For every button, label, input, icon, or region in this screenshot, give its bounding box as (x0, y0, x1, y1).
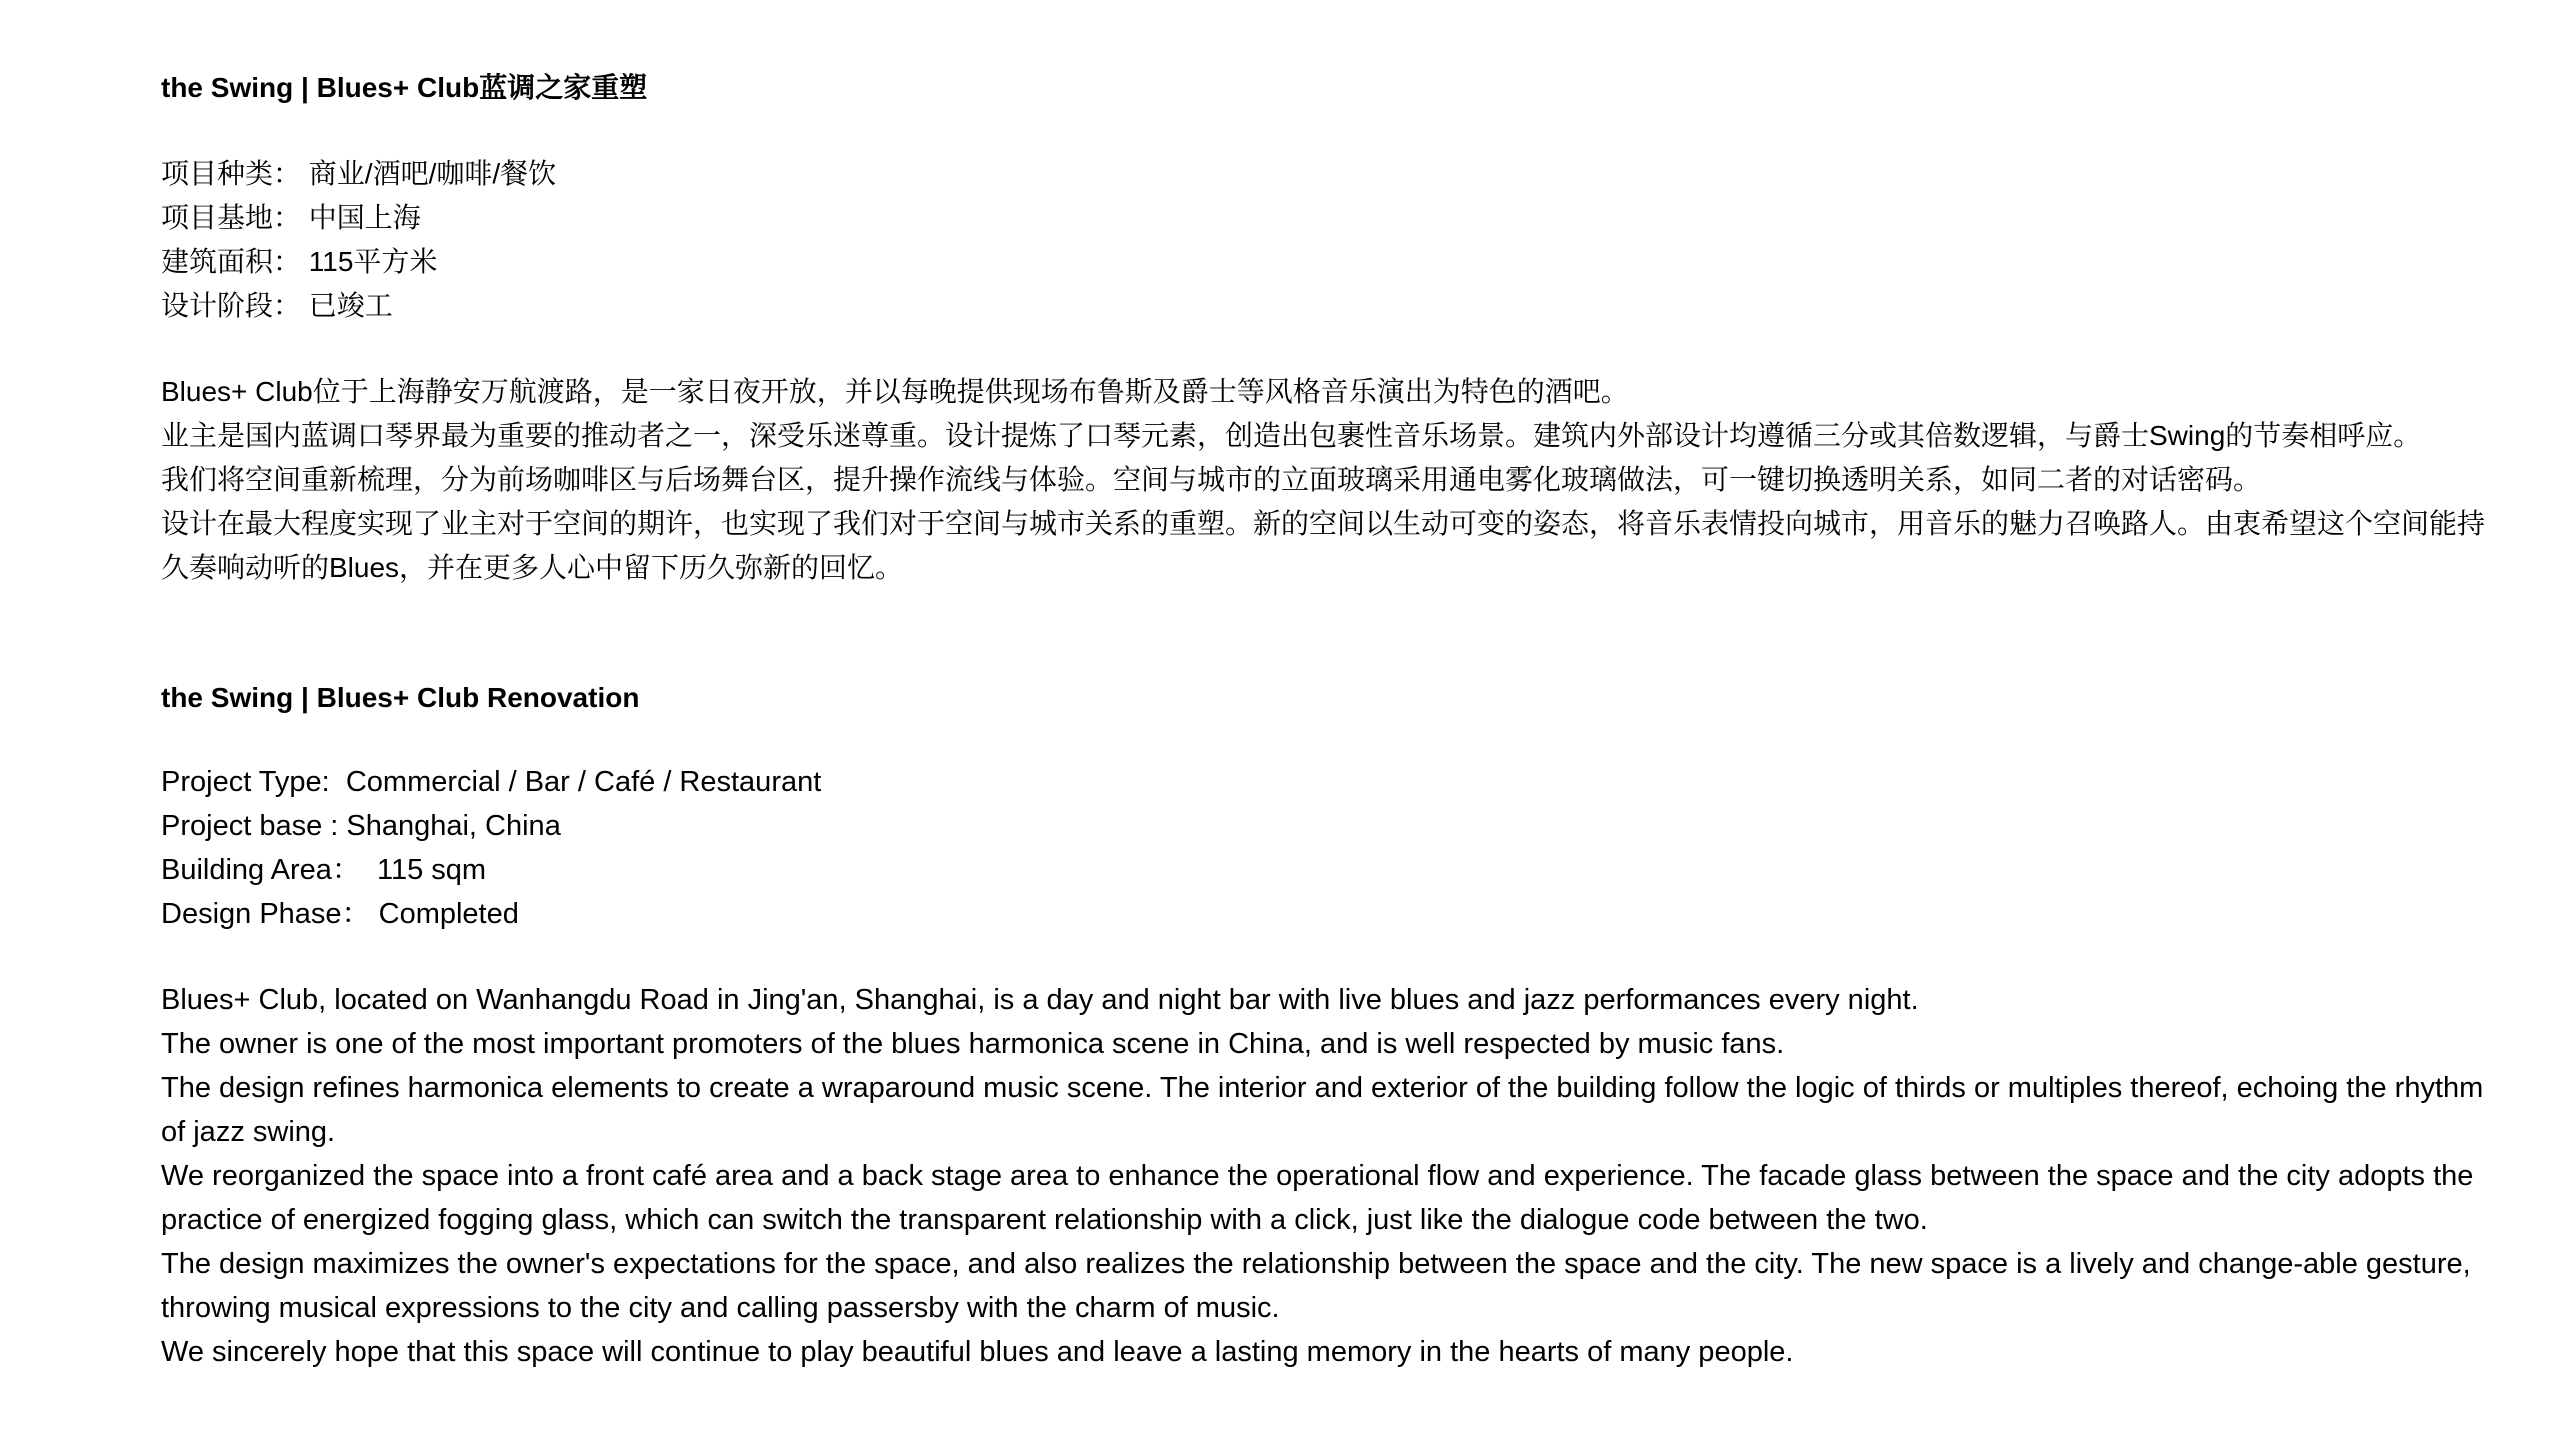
chinese-paragraph: 我们将空间重新梳理，分为前场咖啡区与后场舞台区，提升操作流线与体验。空间与城市的立面玻璃采用通电雾化玻璃做法，可一键切换透明关系，如同二者的对话密码。 (161, 464, 2262, 495)
project-base-row (161, 196, 2491, 240)
design-phase-row (161, 892, 2491, 936)
building-area-value: 115平方米 (308, 246, 438, 277)
building-area-row (161, 240, 2491, 284)
chinese-title: the Swing | Blues+ Club蓝调之家重塑 (161, 72, 648, 103)
document-page (161, 66, 2491, 1374)
chinese-description (161, 370, 2491, 590)
building-area-value: 115 sqm (377, 854, 487, 886)
chinese-project-info (161, 152, 2491, 328)
english-project-info (161, 760, 2491, 936)
project-base-row (161, 804, 2491, 848)
project-type-value: Commercial / Bar / Café / Restaurant (345, 766, 822, 798)
english-paragraph: Blues+ Club, located on Wanhangdu Road in Jing'an, Shanghai, is a day and night bar with live blues and jazz performances every night. (161, 984, 1919, 1016)
building-area-row (161, 848, 2491, 892)
project-type-label: 项目种类： (161, 158, 302, 189)
project-type-row (161, 152, 2491, 196)
design-phase-label: Design Phase： (161, 898, 379, 930)
design-phase-value: 已竣工 (308, 290, 393, 321)
building-area-label: 建筑面积： (161, 246, 302, 277)
project-type-value: 商业/酒吧/咖啡/餐饮 (308, 158, 557, 189)
project-base-value: 中国上海 (308, 202, 421, 233)
project-base-label: 项目基地： (161, 202, 302, 233)
english-section (161, 676, 2491, 1374)
english-title: the Swing | Blues+ Club Renovation (161, 682, 640, 713)
chinese-paragraph: 业主是国内蓝调口琴界最为重要的推动者之一，深受乐迷尊重。设计提炼了口琴元素，创造出包裹性音乐场景。建筑内外部设计均遵循三分或其倍数逻辑，与爵士Swing的节奏相呼应。 (161, 420, 2422, 451)
chinese-paragraph: Blues+ Club位于上海静安万航渡路，是一家日夜开放，并以每晚提供现场布鲁斯及爵士等风格音乐演出为特色的酒吧。 (161, 376, 1629, 407)
project-type-label: Project Type: (161, 766, 346, 798)
english-paragraph: We reorganized the space into a front café area and a back stage area to enhance the operational flow and experience. The facade glass between the space and the city adopts the practice of energized fogging glass, which can switch the transparent relationship with a click, just like the dialogue code between the two. (161, 1160, 2474, 1236)
english-paragraph: The design maximizes the owner's expectations for the space, and also realizes the relationship between the space and the city. The new space is a lively and change-able gesture, throwing musical expressions to the city and calling passersby with the charm of music. (161, 1248, 2471, 1324)
building-area-label: Building Area： (161, 854, 378, 886)
project-base-label: Project base : (161, 810, 347, 842)
english-paragraph: The design refines harmonica elements to create a wraparound music scene. The interior and exterior of the building follow the logic of thirds or multiples thereof, echoing the rhythm of jazz swing. (161, 1072, 2484, 1148)
design-phase-row (161, 284, 2491, 328)
english-paragraph: The owner is one of the most important promoters of the blues harmonica scene in China, and is well respected by music fans. (161, 1028, 1785, 1060)
design-phase-value: Completed (378, 898, 519, 930)
chinese-section (161, 66, 2491, 590)
project-base-value: Shanghai, China (346, 810, 561, 842)
design-phase-label: 设计阶段： (161, 290, 302, 321)
english-paragraph: We sincerely hope that this space will continue to play beautiful blues and leave a lasting memory in the hearts of many people. (161, 1336, 1794, 1368)
chinese-paragraph: 设计在最大程度实现了业主对于空间的期许，也实现了我们对于空间与城市关系的重塑。新的空间以生动可变的姿态，将音乐表情投向城市，用音乐的魅力召唤路人。由衷希望这个空间能持久奏响动听的Blues，并在更多人心中留下历久弥新的回忆。 (161, 508, 2486, 583)
project-type-row (161, 760, 2491, 804)
english-description (161, 978, 2491, 1374)
